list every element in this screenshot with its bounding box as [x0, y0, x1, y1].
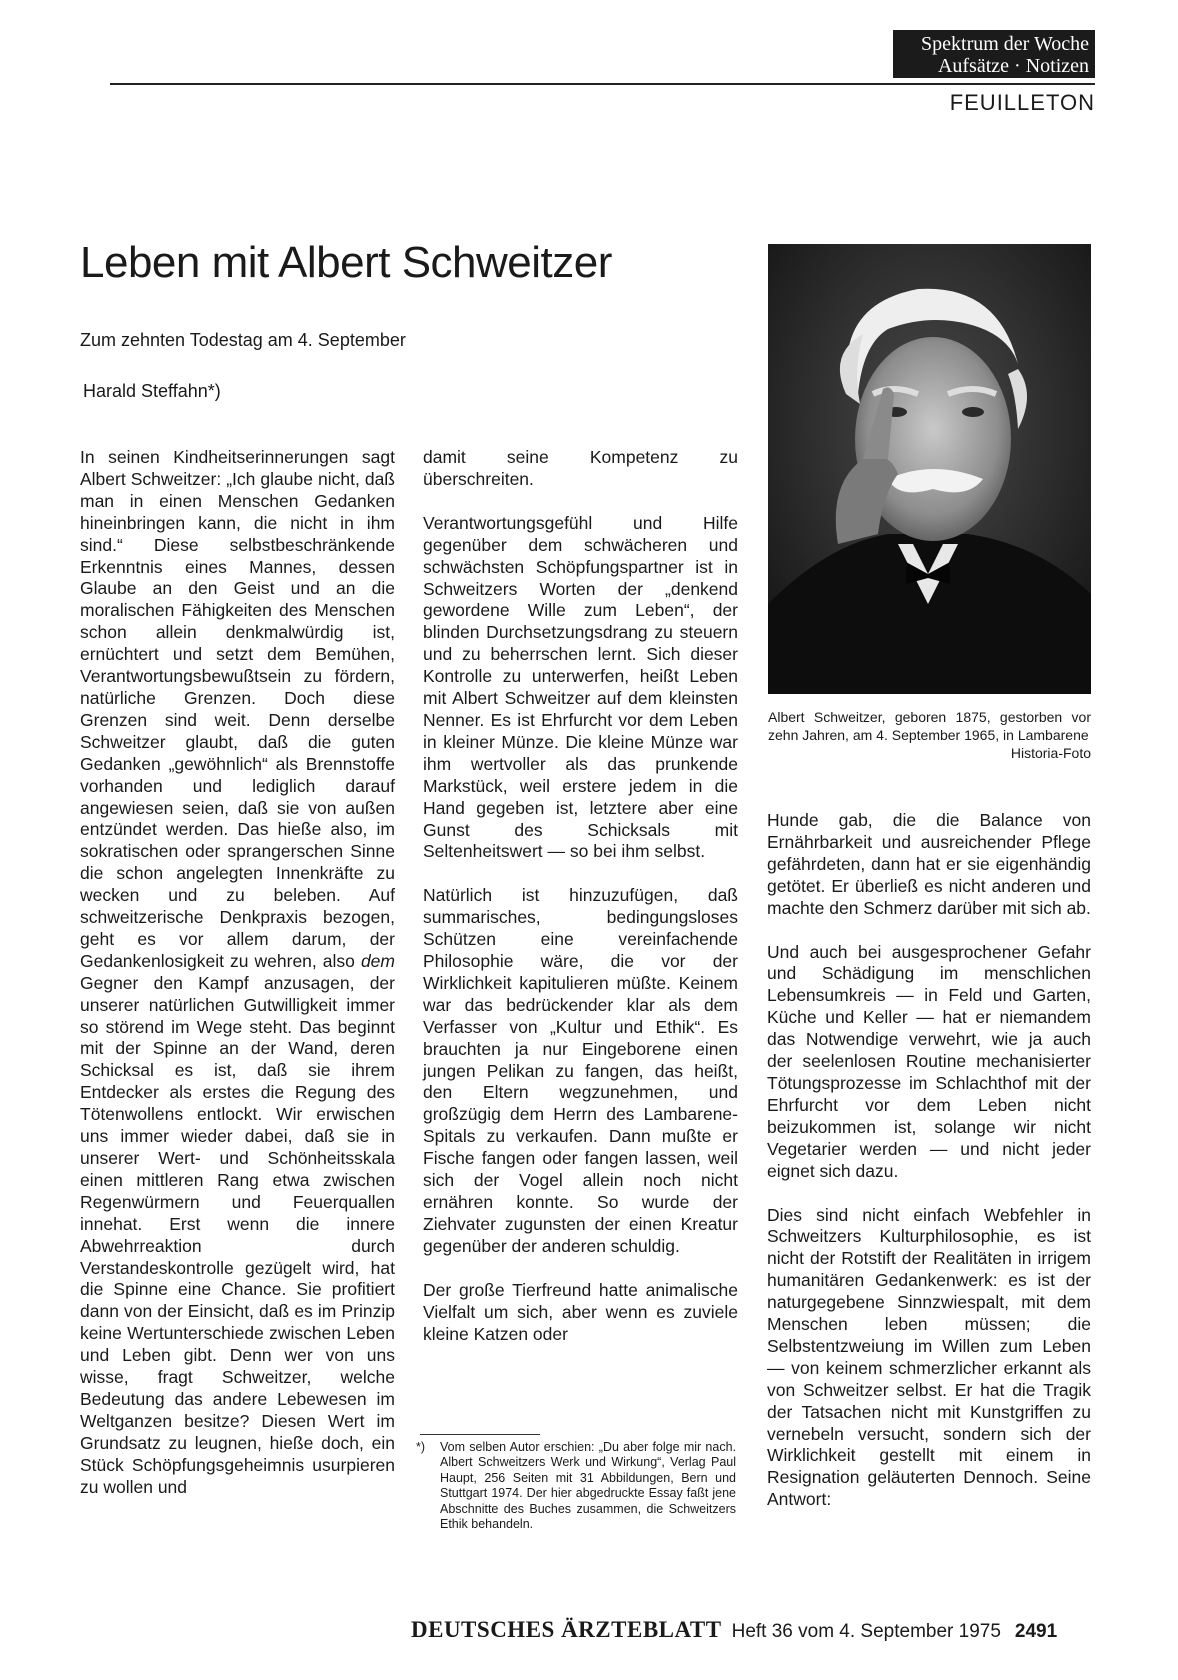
paragraph: damit seine Kompetenz zu überschreiten.: [423, 447, 738, 489]
paragraph: Hunde gab, die die Balance von Ernährbarkeit und ausreichender Pflege gefährdeten, dann hat er sie eigenhändig getötet. Er überließ es nicht anderen und machte den Schmerz darüber mit sich ab.: [767, 810, 1091, 918]
paragraph: Verantwortungsgefühl und Hilfe gegenüber dem schwächeren und schwächsten Schöpfungspartner ist in Schweitzers Worten der „denkend gewordene Wille zum Leben“, der blinden Durchsetzungsdrang zu steuern und zu beherrschen lernt. Sich dieser Kontrolle zu unterwerfen, heißt Leben mit Albert Schweitzer auf dem kleinsten Nenner. Es ist Ehrfurcht vor dem Leben in kleiner Münze. Die kleine Münze war ihm wertvoller als das prunkende Markstück, weil erstere jedem in die Hand gegeben ist, letztere aber eine Gunst des Schicksals mit Seltenheitswert — so bei ihm selbst.: [423, 512, 738, 862]
paragraph-text: Gegner den Kampf anzusagen, der unserer natürlichen Gutwilligkeit immer so störend im Wege steht. Das beginnt mit der Spinne an der Wand, deren Schicksal es ist, daß sie ihrem Entdecker als erstes die Regung des Tötenwollens entlockt. Wir erwischen uns immer wieder dabei, daß sie in unserer Wert- und Schönheitsskala einen mittleren Rang etwa zwischen Regenwürmern und Feuerquallen innehat. Erst wenn die innere Abwehrreaktion durch Verstandeskontrolle gezügelt wird, hat die Spinne eine Chance. Sie profitiert dann von der Einsicht, daß es im Prinzip keine Wertunterschiede zwischen Leben und Leben gibt. Denn wer von uns wisse, fragt Schweitzer, welche Bedeutung das andere Lebewesen im Weltganzen besitze? Diesen Wert im Grundsatz zu leugnen, hieße doch, ein Stück Schöpfungsgeheimnis usurpieren zu wollen und: [80, 972, 395, 1497]
section-badge: [893, 30, 1095, 78]
paragraph: Der große Tierfreund hatte animalische Vielfalt um sich, aber wenn es zuviele kleine Katzen oder: [423, 1279, 738, 1344]
section-label: FEUILLETON: [949, 90, 1095, 115]
footnote-rule: [420, 1434, 540, 1435]
emphasis-text: dem: [360, 950, 395, 971]
paragraph: [80, 447, 395, 1499]
portrait-image: [768, 244, 1091, 694]
caption-text: Albert Schweitzer, geboren 1875, gestorben vor zehn Jahren, am 4. September 1965, in Lambarene: [768, 709, 1091, 743]
badge-line-2: Aufsätze · Notizen: [937, 55, 1089, 77]
header-rule: [110, 83, 1095, 85]
text-column-1: [80, 447, 395, 1521]
text-column-3: [767, 810, 1091, 1533]
photo-caption: [768, 708, 1091, 762]
footnote: [416, 1440, 736, 1532]
photo-credit: Historia-Foto: [1010, 745, 1091, 761]
page-number: 2491: [1014, 1621, 1058, 1642]
footnote-mark: *): [416, 1440, 426, 1454]
paragraph: Natürlich ist hinzuzufügen, daß summarisches, bedingungsloses Schützen eine vereinfachende Philosophie wäre, die vor der Wirklichkeit kapitulieren müßte. Keinem war das bedrückender klar als dem Verfasser von „Kultur und Ethik“. Es brauchten ja nur Eingeborene einen jungen Pelikan zu fangen, das heißt, den Eltern wegzunehmen, und großzügig dem Herrn des Lambarene-Spitals zu verkaufen. Dann mußte er Fische fangen oder fangen lassen, weil sich der Vogel allein noch nicht ernähren konnte. So wurde der Ziehvater zugunsten der einen Kreatur gegenüber der anderen schuldig.: [423, 885, 738, 1256]
paragraph: Und auch bei ausgesprochener Gefahr und Schädigung im menschlichen Lebensumkreis — in Feld und Garten, Küche und Keller — hat er niemandem das Notwendige verwehrt, wie ja auch der seelenlosen Routine mechanisierter Tötungsprozesse im Schlachthof mit der Ehrfurcht vor dem Leben nicht beizukommen ist, solange wir nicht Vegetarier werden — und nicht jeder eignet sich dazu.: [767, 941, 1091, 1181]
badge-line-1: Spektrum der Woche: [921, 33, 1089, 55]
text-column-2: [423, 447, 738, 1367]
article-title: Leben mit Albert Schweitzer: [80, 238, 612, 287]
portrait-photo: [768, 244, 1091, 694]
paragraph-text: In seinen Kindheitserinnerungen sagt Albert Schweitzer: „Ich glaube nicht, daß man in einen Menschen Gedanken hineinbringen kann, die nicht in ihm sind.“ Diese selbstbeschränkende Erkenntnis eines Mannes, dessen Glaube an den Geist und an die moralischen Fähigkeiten des Menschen schon allein denkmalwürdig ist, ernüchtert und setzt dem Bemühen, Verantwortungsbewußtsein zu fördern, natürliche Grenzen. Doch diese Grenzen sind weit. Denn derselbe Schweitzer glaubt, daß die guten Gedanken „gewöhnlich“ als Brennstoffe vorhanden und lediglich darauf angewiesen seien, daß sie von außen entzündet werden. Das hieße also, im sokratischen oder sprangerschen Sinne die schon angelegten Innenkräfte zu wecken und zu beleben. Auf schweitzerische Denkpraxis bezogen, geht es vor allem darum, der Gedankenlosigkeit zu wehren, also: [80, 447, 395, 971]
footnote-text: Vom selben Autor erschien: „Du aber folge mir nach. Albert Schweitzers Werk und Wirkung“, Verlag Paul Haupt, 256 Seiten mit 31 Abbildungen, Bern und Stuttgart 1974. Der hier abgedruckte Essay faßt jene Abschnitte des Buches zusammen, die Schweitzers Ethik behandeln.: [440, 1440, 736, 1532]
page-footer: [411, 1617, 1057, 1643]
article-author: Harald Steffahn*): [83, 381, 221, 401]
journal-name: DEUTSCHES ÄRZTEBLATT: [411, 1617, 722, 1642]
paragraph: Dies sind nicht einfach Webfehler in Schweitzers Kulturphilosophie, es ist nicht der Rotstift der Realitäten in irrigem humanitären Gedankenwerk: es ist der naturgegebene Sinnzwiespalt, mit dem Menschen leben müssen; die Selbstentzweiung im Willen zum Leben — von keinem schmerzlicher erkannt als von Schweitzer selbst. Er hat die Tragik der Tatsachen nicht mit Kunstgriffen zu vernebeln versucht, sondern sich der Wirklichkeit gestellt mit einem in Resignation geläuterten Dennoch. Seine Antwort:: [767, 1204, 1091, 1510]
article-subtitle: Zum zehnten Todestag am 4. September: [80, 330, 406, 350]
issue-info: Heft 36 vom 4. September 1975: [731, 1621, 1001, 1642]
